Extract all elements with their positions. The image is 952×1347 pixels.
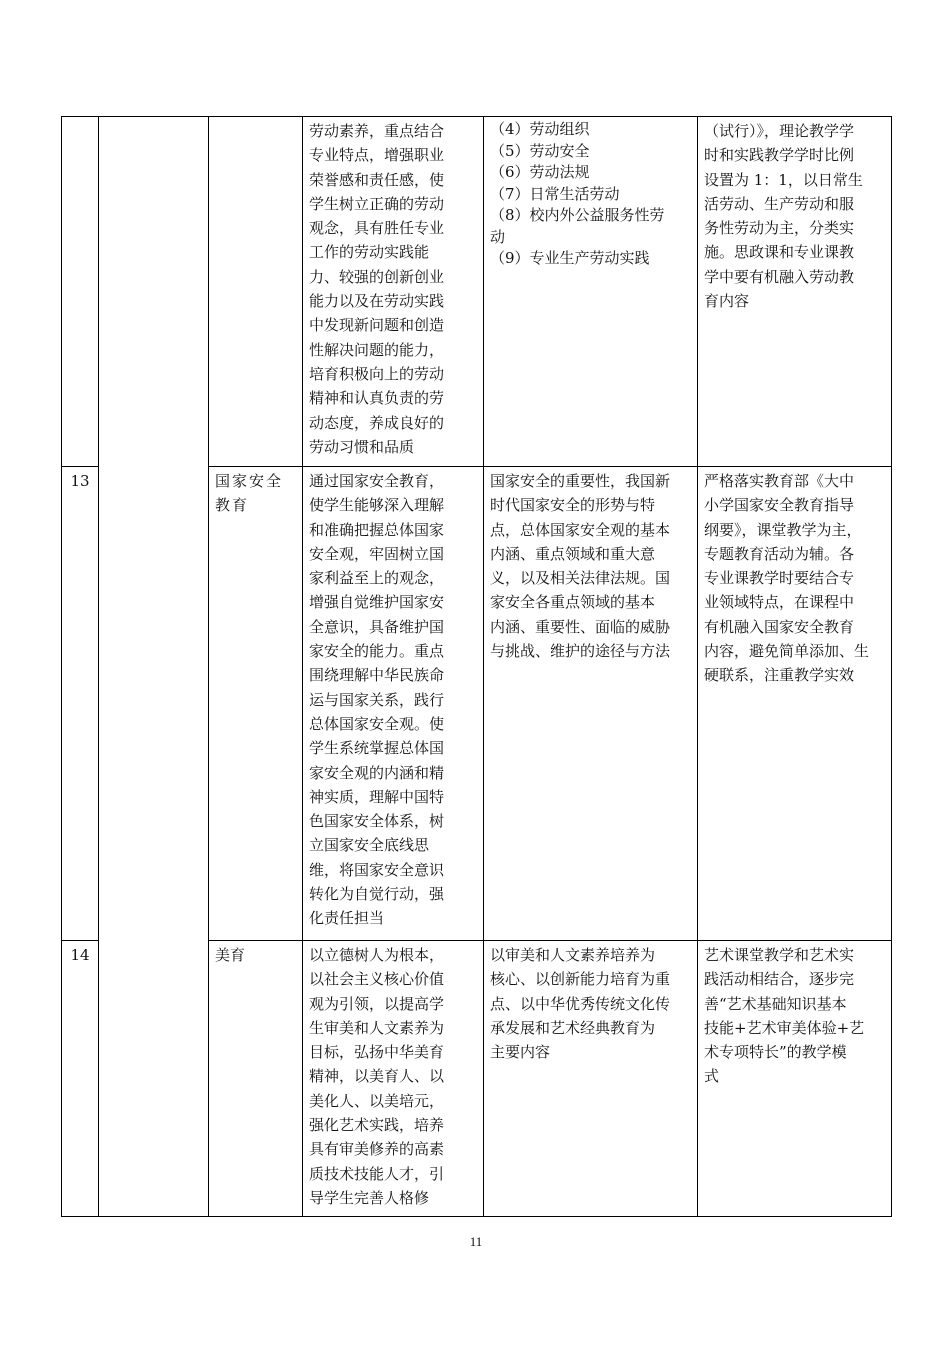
- list-item: （7）日常生活劳动: [490, 184, 620, 203]
- content-cell: [484, 467, 698, 941]
- category-cell: [99, 117, 209, 1217]
- objective-text: 劳动素养，重点结合 专业特点，增强职业 荣誉感和责任感，使 学生树立正确的劳动 观念，具有胜任专业 工作的劳动实践能 力、较强的创新创业 能力以及在劳动实践 中发现新问题和创造 性解决问题的能力， 培育积极向上的劳动 精神和认真负责的劳 动态度，养成良好的 劳动习惯和品质: [309, 122, 445, 456]
- row-number-cell: [62, 117, 99, 467]
- content-text: 国家安全的重要性，我国新 时代国家安全的形势与特 点，总体国家安全观的基本 内涵、重点领域和重大意 义，以及相关法律法规。国 家安全各重点领域的基本 内涵、重要性、面临的威胁 与挑战、维护的途径与方法: [490, 472, 671, 661]
- content-cell: [484, 941, 698, 1217]
- requirements-text: （试行）》，理论教学学 时和实践教学学时比例 设置为 1：1，以日常生 活劳动、生产劳动和服 务性劳动为主，分类实 施。思政课和专业课教 学中要有机融入劳动教 育内容: [704, 122, 863, 311]
- list-item: （9）专业生产劳动实践: [490, 249, 650, 267]
- requirements-text: 严格落实教育部《大中 小学国家安全教育指导 纲要》，课堂教学为主， 专题教育活动为辅。各 专业课教学时要结合专 业领域特点，在课程中 有机融入国家安全教育 内容，避免简单添加、生 硬联系，注重教学实效: [704, 472, 870, 685]
- subject-text: 美育: [215, 946, 246, 964]
- requirements-cell: [698, 467, 892, 941]
- table-row: [62, 117, 892, 467]
- objective-text: 通过国家安全教育， 使学生能够深入理解 和准确把握总体国家 安全观，牢固树立国 家利益至上的观念， 增强自觉维护国家安 全意识，具备维护国 家安全的能力。重点 围绕理解中华民族命 运与国家关系，践行 总体国家安全观。使 学生系统掌握总体国 家安全观的内涵和精 神实质，理解中国特 色国家安全体系，树 立国家安全底线思 维，将国家安全意识 转化为自觉行动，强 化责任担当: [309, 472, 445, 928]
- list-item: （8）校内外公益服务性劳 动: [490, 206, 665, 246]
- list-item: （5）劳动安全: [490, 141, 590, 160]
- requirements-text: 艺术课堂教学和艺术实 践活动相结合，逐步完 善“艺术基础知识基本 技能+艺术审美体验+艺 术专项特长”的教学模 式: [704, 946, 865, 1086]
- list-item: （6）劳动法规: [490, 163, 590, 181]
- requirements-cell: [698, 117, 892, 467]
- objective-cell: [303, 117, 484, 467]
- objective-text: 以立德树人为根本， 以社会主义核心价值 观为引领，以提高学 生审美和人文素养为 目标，弘扬中华美育 精神，以美育人、以 美化人、以美培元， 强化艺术实践，培养 具有审美修养的高素 质技术技能人才，引 导学生完善人格修: [309, 946, 445, 1207]
- row-number-cell: [62, 941, 99, 1217]
- row-number: 13: [70, 472, 90, 490]
- objective-cell: [303, 467, 484, 941]
- row-number-cell: [62, 467, 99, 941]
- requirements-cell: [698, 941, 892, 1217]
- row-number: 14: [70, 946, 90, 964]
- curriculum-table: [61, 116, 892, 1217]
- content-text: 以审美和人文素养培养为 核心、以创新能力培育为重 点、以中华优秀传统文化传 承发展和艺术经典教育为 主要内容: [490, 946, 671, 1062]
- page-number: 11: [469, 1234, 483, 1249]
- subject-cell: [209, 117, 303, 467]
- subject-cell: [209, 467, 303, 941]
- subject-cell: [209, 941, 303, 1217]
- list-item: （4）劳动组织: [490, 120, 590, 138]
- objective-cell: [303, 941, 484, 1217]
- subject-text: 国家安全 教育: [215, 472, 284, 515]
- content-cell: [484, 117, 698, 467]
